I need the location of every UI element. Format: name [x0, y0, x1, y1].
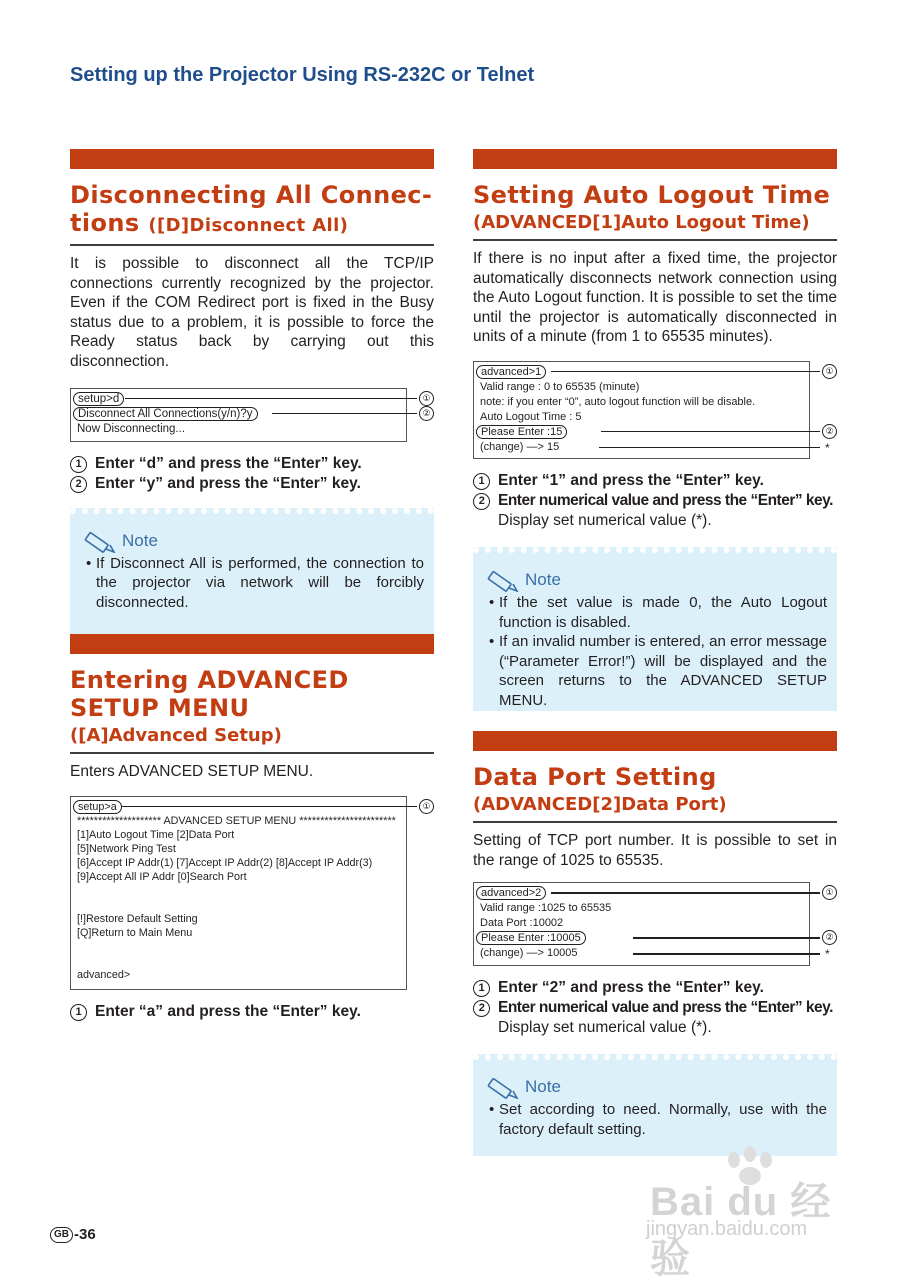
terminal-screen [70, 388, 407, 442]
terminal-line [77, 954, 400, 968]
section-bar [70, 149, 434, 169]
terminal-line: Valid range :1025 to 65535 [480, 902, 612, 915]
terminal-screen [70, 796, 407, 990]
callout-1: ① [419, 391, 434, 406]
callout-leader [633, 937, 820, 939]
terminal-line [77, 884, 400, 898]
callout-leader [122, 806, 417, 808]
section-rule [70, 752, 434, 754]
callout-2: ② [822, 424, 837, 439]
terminal-prompt: Please Enter :10005 [476, 931, 586, 945]
terminal-line: ******************** ADVANCED SETUP MENU *********************** [77, 814, 396, 827]
callout-leader [601, 431, 820, 433]
step-item: 2 Enter numerical value and press the “Enter” key. Display set numerical value (*). [473, 491, 837, 531]
page-footer [50, 1226, 96, 1243]
terminal-line: [!]Restore Default Setting [77, 912, 198, 925]
section-body: Enters ADVANCED SETUP MENU. [70, 763, 314, 780]
section-body: It is possible to disconnect all the TCP/IP connections currently recognized by the projector. Even if the COM Redirect port is fixed in the Busy status due to a problem, it is possible to force the Ready status back by carrying out this disconnection. [70, 255, 434, 370]
watermark-brand: Bai du 经验 [650, 1180, 832, 1281]
terminal-screen [473, 361, 810, 459]
section-disconnect-all [70, 149, 434, 634]
note-box [70, 508, 434, 634]
watermark-url: jingyan.baidu.com [646, 1218, 808, 1240]
region-badge: GB [50, 1227, 73, 1243]
note-label: Note [122, 530, 158, 550]
section-bar [473, 149, 837, 169]
callout-2: ② [419, 406, 434, 421]
terminal-line: [5]Network Ping Test [77, 842, 176, 855]
note-header [487, 1074, 827, 1100]
section-auto-logout [473, 149, 837, 711]
watermark [640, 1150, 860, 1281]
terminal-line: note: if you enter “0”, auto logout function will be disable. [480, 395, 756, 408]
steps-list [473, 978, 837, 1038]
note-label: Note [525, 1077, 561, 1097]
section-title: Setting Auto Logout Time [473, 181, 831, 209]
note-label: Note [525, 569, 561, 589]
callout-leader [551, 892, 820, 894]
terminal-line [77, 940, 400, 954]
step-item: 1 Enter “a” and press the “Enter” key. [70, 1002, 434, 1022]
note-header [84, 528, 424, 554]
section-advanced-setup [70, 634, 434, 1022]
terminal-command: setup>a [73, 800, 122, 814]
step-item: 1 Enter “2” and press the “Enter” key. [473, 978, 837, 998]
note-item: • If an invalid number is entered, an error message (“Parameter Error!”) will be displayed and the screen returns to the ADVANCED SETUP MENU. [487, 632, 827, 710]
note-item: • Set according to need. Normally, use with the factory default setting. [487, 1100, 827, 1139]
terminal-wrap [70, 388, 434, 442]
section-title: Disconnecting All Connec- tions ([D]Disconnect All) [70, 181, 433, 237]
note-item: • If the set value is made 0, the Auto Logout function is disabled. [487, 593, 827, 632]
terminal-line: [1]Auto Logout Time [2]Data Port [77, 828, 235, 841]
section-rule [473, 239, 837, 241]
section-title: Data Port Setting [473, 763, 717, 791]
callout-leader [272, 413, 417, 415]
section-bar [473, 731, 837, 751]
section-bar [70, 634, 434, 654]
callout-1: ① [822, 885, 837, 900]
callout-leader [633, 953, 820, 955]
note-box [473, 547, 837, 711]
terminal-line: (change) —> 10005 [480, 947, 578, 960]
section-subtitle: (ADVANCED[2]Data Port) [473, 794, 727, 815]
step-item: 1 Enter “d” and press the “Enter” key. [70, 454, 434, 474]
pencil-note-icon [487, 1075, 521, 1099]
step-item: 2 Enter “y” and press the “Enter” key. [70, 474, 434, 494]
terminal-line: Now Disconnecting... [77, 422, 186, 435]
terminal-command: advanced>1 [476, 365, 546, 379]
steps-list [70, 454, 434, 494]
asterisk-marker: * [825, 440, 830, 455]
callout-leader [551, 371, 820, 373]
terminal-line: Auto Logout Time : 5 [480, 410, 582, 423]
terminal-line: Valid range : 0 to 65535 (minute) [480, 380, 640, 393]
section-subtitle: (ADVANCED[1]Auto Logout Time) [473, 212, 810, 233]
callout-1: ① [822, 364, 837, 379]
terminal-command: setup>d [73, 392, 124, 406]
pencil-note-icon [84, 529, 118, 553]
terminal-wrap [473, 882, 837, 966]
step-item: 2 Enter numerical value and press the “Enter” key. Display set numerical value (*). [473, 998, 837, 1038]
callout-2: ② [822, 930, 837, 945]
terminal-line: [6]Accept IP Addr(1) [7]Accept IP Addr(2) [8]Accept IP Addr(3) [77, 856, 373, 869]
asterisk-marker: * [825, 947, 830, 962]
terminal-line: [9]Accept All IP Addr [0]Search Port [77, 870, 247, 883]
terminal-line: (change) —> 15 [480, 440, 560, 453]
callout-leader [599, 447, 820, 449]
section-body: If there is no input after a fixed time, the projector automatically disconnects network connection using the Auto Logout function. It is possible to set the time until the projector is automatically disconnected in units of a minute (from 1 to 65535 minutes). [473, 250, 837, 346]
terminal-line: advanced> [77, 968, 131, 981]
step-item: 1 Enter “1” and press the “Enter” key. [473, 471, 837, 491]
section-subtitle: ([D]Disconnect All) [148, 215, 349, 236]
section-rule [473, 821, 837, 823]
terminal-prompt: Please Enter :15 [476, 425, 567, 439]
terminal-line [77, 898, 400, 912]
section-rule [70, 244, 434, 246]
terminal-command: advanced>2 [476, 886, 546, 900]
terminal-wrap [473, 361, 837, 459]
section-data-port [473, 731, 837, 1156]
page-number: -36 [74, 1226, 96, 1243]
page-header-title: Setting up the Projector Using RS-232C or Telnet [70, 64, 535, 86]
note-item: • If Disconnect All is performed, the connection to the projector via network will be forcibly disconnected. [84, 554, 424, 613]
section-subtitle: ([A]Advanced Setup) [70, 725, 282, 746]
steps-list [70, 1002, 434, 1022]
terminal-line: Data Port :10002 [480, 917, 564, 930]
terminal-wrap [70, 796, 434, 990]
section-body: Setting of TCP port number. It is possible to set in the range of 1025 to 65535. [473, 832, 837, 869]
pencil-note-icon [487, 568, 521, 592]
section-title: Entering ADVANCED SETUP MENU [70, 666, 349, 722]
callout-leader [125, 398, 417, 400]
steps-list [473, 471, 837, 531]
terminal-prompt: Disconnect All Connections(y/n)?y [73, 407, 258, 421]
terminal-line: [Q]Return to Main Menu [77, 926, 193, 939]
callout-1: ① [419, 799, 434, 814]
note-header [487, 567, 827, 593]
note-box [473, 1054, 837, 1156]
